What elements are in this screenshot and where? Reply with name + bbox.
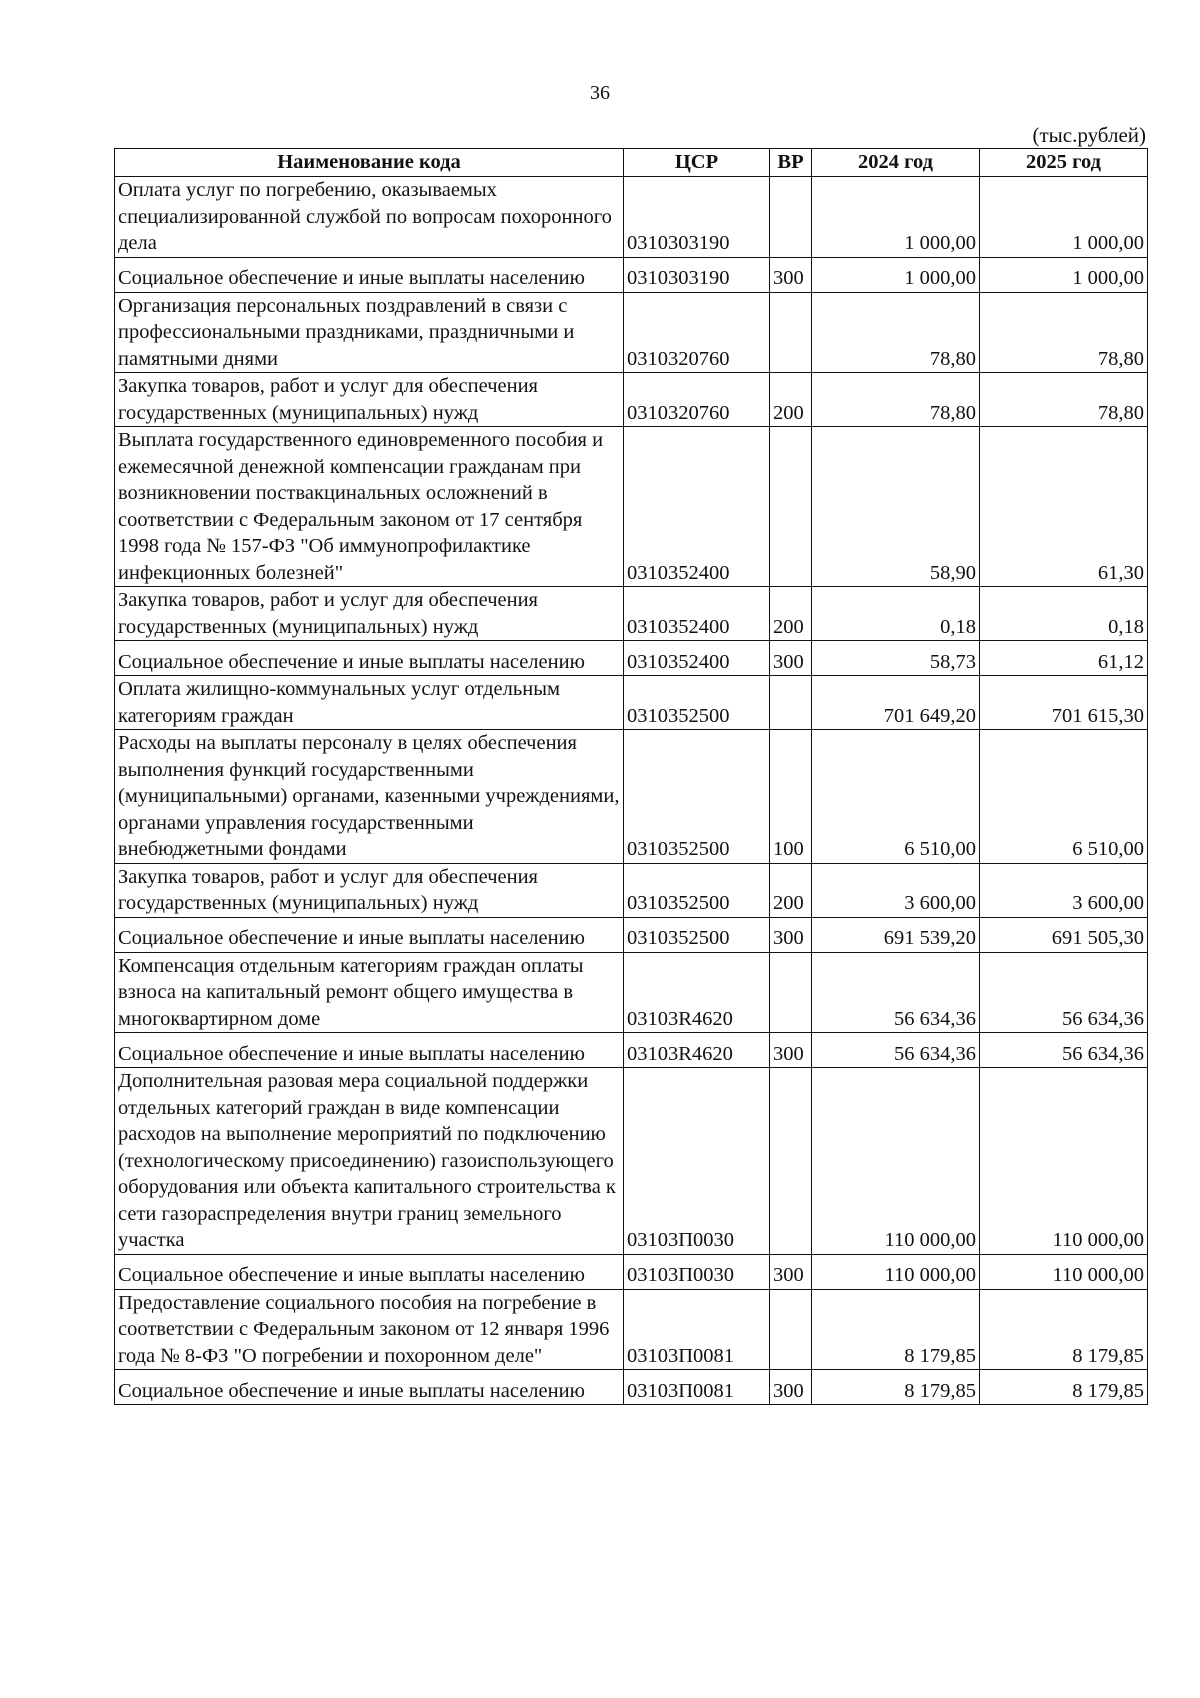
table-row bbox=[115, 730, 1148, 864]
row-name-cell: Закупка товаров, работ и услуг для обеспечения государственных (муниципальных) нужд bbox=[115, 863, 624, 917]
table-row bbox=[115, 952, 1148, 1033]
row-2024-cell: 1 000,00 bbox=[812, 257, 980, 292]
row-csr-cell: 03103П0030 bbox=[624, 1254, 770, 1289]
row-2025-cell: 1 000,00 bbox=[980, 177, 1148, 258]
row-csr-cell: 0310352500 bbox=[624, 676, 770, 730]
row-2024-cell: 691 539,20 bbox=[812, 917, 980, 952]
row-2024-cell: 78,80 bbox=[812, 373, 980, 427]
units-label: (тыс.рублей) bbox=[1032, 123, 1146, 147]
column-header-name: Наименование кода bbox=[115, 149, 624, 177]
table-row bbox=[115, 427, 1148, 587]
row-vr-cell bbox=[770, 676, 812, 730]
row-2025-cell: 78,80 bbox=[980, 292, 1148, 373]
row-2024-cell: 701 649,20 bbox=[812, 676, 980, 730]
row-2025-cell: 8 179,85 bbox=[980, 1289, 1148, 1370]
row-vr-cell bbox=[770, 292, 812, 373]
row-name-cell: Социальное обеспечение и иные выплаты населению bbox=[115, 641, 624, 676]
row-vr-cell: 300 bbox=[770, 1254, 812, 1289]
row-2025-cell: 56 634,36 bbox=[980, 1033, 1148, 1068]
row-2024-cell: 1 000,00 bbox=[812, 177, 980, 258]
row-vr-cell bbox=[770, 1068, 812, 1255]
table-row bbox=[115, 1370, 1148, 1405]
row-name-cell: Закупка товаров, работ и услуг для обеспечения государственных (муниципальных) нужд bbox=[115, 587, 624, 641]
row-csr-cell: 0310303190 bbox=[624, 177, 770, 258]
row-2025-cell: 110 000,00 bbox=[980, 1068, 1148, 1255]
table-row bbox=[115, 863, 1148, 917]
row-name-cell: Закупка товаров, работ и услуг для обеспечения государственных (муниципальных) нужд bbox=[115, 373, 624, 427]
row-vr-cell: 300 bbox=[770, 257, 812, 292]
row-csr-cell: 0310320760 bbox=[624, 292, 770, 373]
row-2025-cell: 1 000,00 bbox=[980, 257, 1148, 292]
column-header-2024: 2024 год bbox=[812, 149, 980, 177]
page-number: 36 bbox=[590, 82, 610, 104]
row-2025-cell: 61,30 bbox=[980, 427, 1148, 587]
row-vr-cell bbox=[770, 177, 812, 258]
row-2025-cell: 691 505,30 bbox=[980, 917, 1148, 952]
row-name-cell: Расходы на выплаты персоналу в целях обеспечения выполнения функций государственными (муниципальными) органами, казенными учреждениями, органами управления государственными внебюджетными фондами bbox=[115, 730, 624, 864]
row-vr-cell: 300 bbox=[770, 1033, 812, 1068]
row-vr-cell: 100 bbox=[770, 730, 812, 864]
row-2024-cell: 8 179,85 bbox=[812, 1289, 980, 1370]
row-vr-cell: 200 bbox=[770, 373, 812, 427]
row-vr-cell bbox=[770, 427, 812, 587]
row-vr-cell: 300 bbox=[770, 917, 812, 952]
row-name-cell: Оплата услуг по погребению, оказываемых специализированной службой по вопросам похоронного дела bbox=[115, 177, 624, 258]
row-2025-cell: 701 615,30 bbox=[980, 676, 1148, 730]
row-2025-cell: 3 600,00 bbox=[980, 863, 1148, 917]
row-name-cell: Дополнительная разовая мера социальной поддержки отдельных категорий граждан в виде компенсации расходов на выполнение мероприятий по подключению (технологическому присоединению) газоиспользующего оборудования или объекта капитального строительства к сети газораспределения внутри границ земельного участка bbox=[115, 1068, 624, 1255]
row-name-cell: Социальное обеспечение и иные выплаты населению bbox=[115, 917, 624, 952]
row-name-cell: Социальное обеспечение и иные выплаты населению bbox=[115, 1370, 624, 1405]
row-vr-cell bbox=[770, 1289, 812, 1370]
table-row bbox=[115, 177, 1148, 258]
row-2024-cell: 3 600,00 bbox=[812, 863, 980, 917]
column-header-vr: ВР bbox=[770, 149, 812, 177]
table-row bbox=[115, 917, 1148, 952]
row-name-cell: Оплата жилищно-коммунальных услуг отдельным категориям граждан bbox=[115, 676, 624, 730]
row-vr-cell: 300 bbox=[770, 1370, 812, 1405]
row-2024-cell: 110 000,00 bbox=[812, 1254, 980, 1289]
row-2024-cell: 56 634,36 bbox=[812, 952, 980, 1033]
column-header-2025: 2025 год bbox=[980, 149, 1148, 177]
table-row bbox=[115, 1033, 1148, 1068]
row-vr-cell: 200 bbox=[770, 587, 812, 641]
table-header-row bbox=[115, 149, 1148, 177]
row-name-cell: Социальное обеспечение и иные выплаты населению bbox=[115, 257, 624, 292]
row-2025-cell: 78,80 bbox=[980, 373, 1148, 427]
row-csr-cell: 0310352400 bbox=[624, 641, 770, 676]
table-row bbox=[115, 641, 1148, 676]
row-csr-cell: 03103П0081 bbox=[624, 1289, 770, 1370]
row-2024-cell: 58,90 bbox=[812, 427, 980, 587]
row-csr-cell: 0310352500 bbox=[624, 863, 770, 917]
row-2025-cell: 6 510,00 bbox=[980, 730, 1148, 864]
row-2024-cell: 110 000,00 bbox=[812, 1068, 980, 1255]
row-csr-cell: 0310303190 bbox=[624, 257, 770, 292]
row-csr-cell: 0310320760 bbox=[624, 373, 770, 427]
table-row bbox=[115, 1254, 1148, 1289]
row-name-cell: Компенсация отдельным категориям граждан оплаты взноса на капитальный ремонт общего имущества в многоквартирном доме bbox=[115, 952, 624, 1033]
row-2024-cell: 8 179,85 bbox=[812, 1370, 980, 1405]
row-vr-cell bbox=[770, 952, 812, 1033]
row-2025-cell: 8 179,85 bbox=[980, 1370, 1148, 1405]
row-csr-cell: 03103R4620 bbox=[624, 952, 770, 1033]
row-2024-cell: 56 634,36 bbox=[812, 1033, 980, 1068]
row-2025-cell: 110 000,00 bbox=[980, 1254, 1148, 1289]
row-2024-cell: 6 510,00 bbox=[812, 730, 980, 864]
row-csr-cell: 0310352500 bbox=[624, 917, 770, 952]
row-2024-cell: 78,80 bbox=[812, 292, 980, 373]
row-vr-cell: 200 bbox=[770, 863, 812, 917]
row-2025-cell: 56 634,36 bbox=[980, 952, 1148, 1033]
row-csr-cell: 0310352400 bbox=[624, 427, 770, 587]
table-row bbox=[115, 292, 1148, 373]
row-csr-cell: 03103П0081 bbox=[624, 1370, 770, 1405]
row-2025-cell: 61,12 bbox=[980, 641, 1148, 676]
row-vr-cell: 300 bbox=[770, 641, 812, 676]
table-row bbox=[115, 676, 1148, 730]
table-row bbox=[115, 587, 1148, 641]
table-row bbox=[115, 1068, 1148, 1255]
row-name-cell: Организация персональных поздравлений в связи с профессиональными праздниками, праздничными и памятными днями bbox=[115, 292, 624, 373]
row-name-cell: Социальное обеспечение и иные выплаты населению bbox=[115, 1254, 624, 1289]
row-name-cell: Выплата государственного единовременного пособия и ежемесячной денежной компенсации гражданам при возникновении поствакцинальных осложнений в соответствии с Федеральным законом от 17 сентября 1998 года № 157-ФЗ "Об иммунопрофилактике инфекционных болезней" bbox=[115, 427, 624, 587]
row-csr-cell: 03103П0030 bbox=[624, 1068, 770, 1255]
table-row bbox=[115, 373, 1148, 427]
budget-table bbox=[114, 148, 1148, 1405]
row-2024-cell: 0,18 bbox=[812, 587, 980, 641]
table-row bbox=[115, 257, 1148, 292]
row-csr-cell: 0310352500 bbox=[624, 730, 770, 864]
column-header-csr: ЦСР bbox=[624, 149, 770, 177]
row-2025-cell: 0,18 bbox=[980, 587, 1148, 641]
row-csr-cell: 0310352400 bbox=[624, 587, 770, 641]
table-row bbox=[115, 1289, 1148, 1370]
row-2024-cell: 58,73 bbox=[812, 641, 980, 676]
row-name-cell: Социальное обеспечение и иные выплаты населению bbox=[115, 1033, 624, 1068]
row-csr-cell: 03103R4620 bbox=[624, 1033, 770, 1068]
row-name-cell: Предоставление социального пособия на погребение в соответствии с Федеральным законом от 12 января 1996 года № 8-ФЗ "О погребении и похоронном деле" bbox=[115, 1289, 624, 1370]
